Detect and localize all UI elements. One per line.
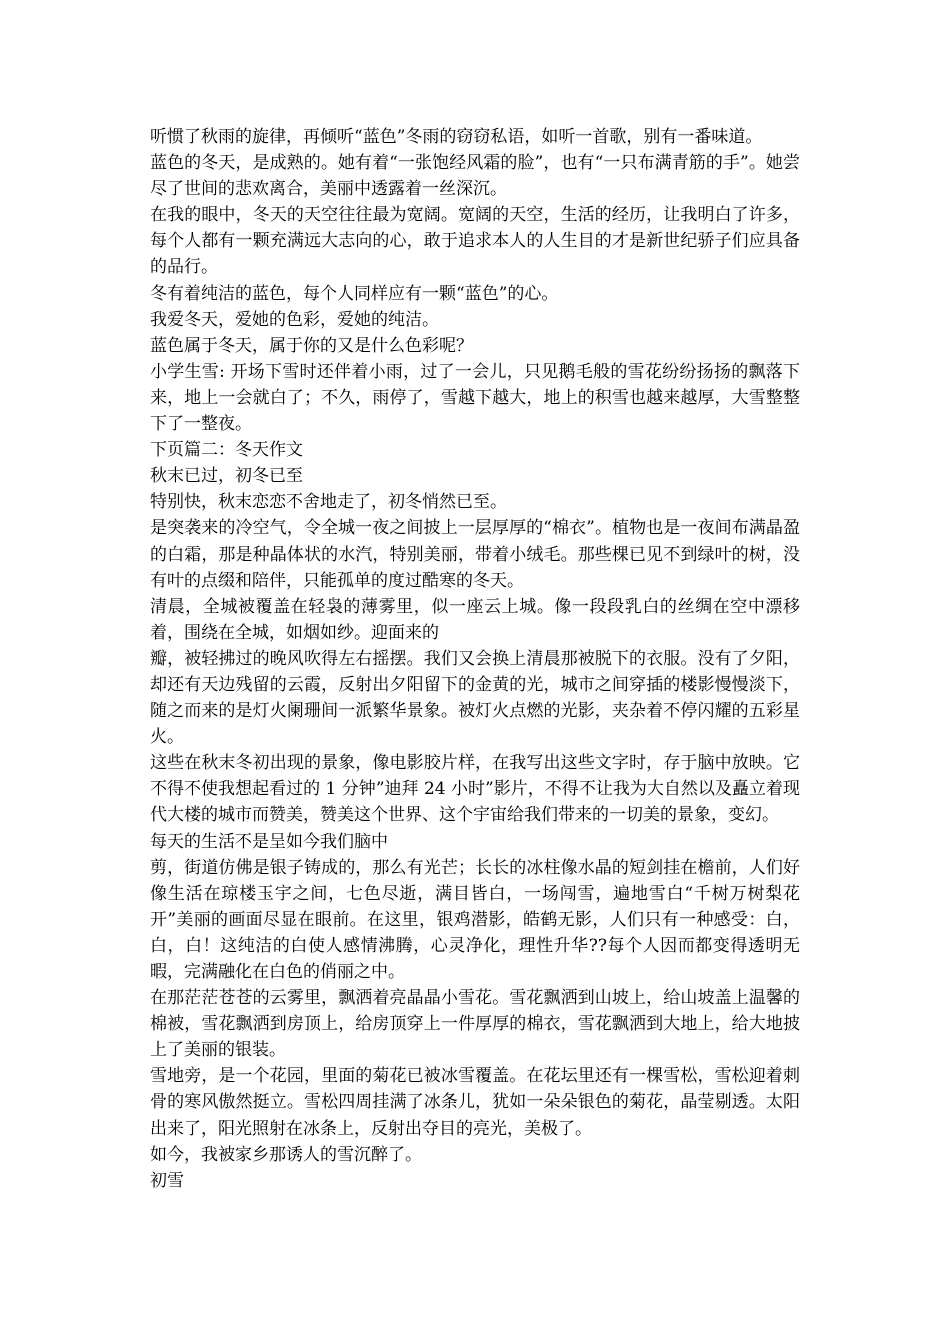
- paragraph-2: 蓝色的冬天，是成熟的。她有着“一张饱经风霜的脸”，也有“一只布满青筋的手”。她尝尽了世间的悲欢离合，美丽中透露着一丝深沉。: [150, 153, 800, 200]
- paragraph-9: 秋末已过，初冬已至: [150, 466, 303, 487]
- paragraph-17: 在那茫茫苍苍的云雾里，飘洒着亮晶晶小雪花。雪花飘洒到山坡上，给山坡盖上温馨的棉被，雪花飘洒到房顶上，给房顶穿上一件厚厚的棉衣，雪花飘洒到大地上，给大地披上了美丽的银装。: [150, 988, 800, 1061]
- paragraph-12: 清晨，全城被覆盖在轻袅的薄雾里，似一座云上城。像一段段乳白的丝绸在空中漂移着，围绕在全城，如烟如纱。迎面来的: [150, 596, 800, 643]
- paragraph-5: 我爱冬天，爱她的色彩，爱她的纯洁。: [150, 309, 439, 330]
- paragraph-16: 剪，街道仿佛是银子铸成的，那么有光芒；长长的冰柱像水晶的短剑挂在檐前，人们好像生活在琼楼玉宇之间，七色尽逝，满目皆白，一场闯雪，遍地雪白“千树万树梨花开”美丽的画面尽显在眼前。在这里，银鸡潜影，皓鹤无影，人们只有一种感受：白，白，白！这纯洁的白使人感情沸腾，心灵净化，理性升华??每个人因而都变得透明无暇，完满融化在白色的俏丽之中。: [150, 857, 800, 982]
- paragraph-6: 蓝色属于冬天，属于你的又是什么色彩呢？: [150, 335, 473, 356]
- paragraph-18: 雪地旁，是一个花园，里面的菊花已被冰雪覆盖。在花坛里还有一棵雪松，雪松迎着刺骨的寒风傲然挺立。雪松四周挂满了冰条儿，犹如一朵朵银色的菊花，晶莹剔透。太阳出来了，阳光照射在冰条上，反射出夺目的亮光，美极了。: [150, 1066, 800, 1139]
- paragraph-7: 小学生雪: 开场下雪时还伴着小雨，过了一会儿，只见鹅毛般的雪花纷纷扬扬的飘落下来，地上一会就白了；不久，雨停了，雪越下越大，地上的积雪也越来越厚，大雪整整下了一整夜。: [150, 361, 800, 435]
- paragraph-20: 初雪: [150, 1170, 184, 1191]
- paragraph-4: 冬有着纯洁的蓝色，每个人同样应有一颗“蓝色”的心。: [150, 283, 559, 304]
- paragraph-13: 瓣，被轻拂过的晚风吹得左右摇摆。我们又会换上清晨那被脱下的衣服。没有了夕阳，却还有天边残留的云霞，反射出夕阳留下的金黄的光，城市之间穿插的楼影慢慢淡下，随之而来的是灯火阑珊间一派繁华景象。被灯火点燃的光影，夹杂着不停闪耀的五彩星火。: [150, 648, 800, 748]
- paragraph-19: 如今，我被家乡那诱人的雪沉醉了。: [150, 1144, 422, 1165]
- paragraph-14: 这些在秋末冬初出现的景象，像电影胶片样，在我写出这些文字时，存于脑中放映。它不得不使我想起看过的 1 分钟”迪拜 24 小时”影片，不得不让我为大自然以及矗立着现代大楼的城市而赞美，赞美这个世界、这个宇宙给我们带来的一切美的景象，变幻。: [150, 753, 800, 826]
- paragraph-10: 特别快，秋末恋恋不舍地走了，初冬悄然已至。: [150, 492, 507, 513]
- paragraph-11: 是突袭来的冷空气，令全城一夜之间披上一层厚厚的“棉衣”。植物也是一夜间布满晶盈的白霜，那是种晶体状的水汽，特别美丽，带着小绒毛。那些棵已见不到绿叶的树，没有叶的点缀和陪伴，只能孤单的度过酷寒的冬天。: [150, 518, 800, 591]
- paragraph-15: 每天的生活不是呈如今我们脑中: [150, 831, 388, 852]
- document-body: [150, 124, 800, 1194]
- paragraph-1: 听惯了秋雨的旋律，再倾听“蓝色”冬雨的窃窃私语，如听一首歌，别有一番味道。: [150, 127, 763, 147]
- paragraph-3: 在我的眼中，冬天的天空往往最为宽阔。宽阔的天空，生活的经历，让我明白了许多，每个人都有一颗充满远大志向的心，敢于追求本人的人生目的才是新世纪骄子们应具备的品行。: [150, 205, 800, 278]
- section-heading: 下页篇二：冬天作文: [150, 440, 303, 461]
